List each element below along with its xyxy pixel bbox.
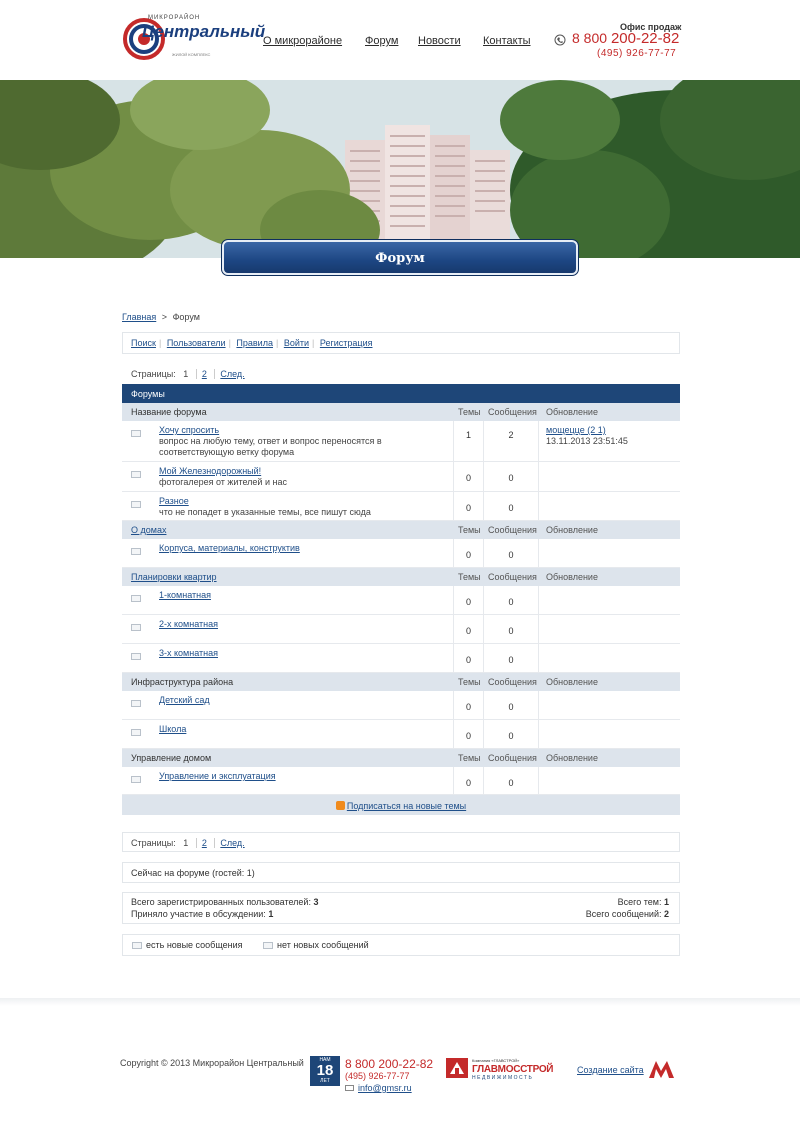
col-update: Обновление (546, 677, 598, 687)
category-name[interactable]: О домах (131, 525, 167, 535)
col-topics: Темы (458, 753, 481, 763)
forum-posts-count: 2 (508, 430, 514, 440)
breadcrumb-separator: > (161, 312, 168, 322)
col-topics: Темы (458, 677, 481, 687)
logo-title[interactable]: Центральный (142, 22, 266, 41)
forum-description: фотогалерея от жителей и нас (159, 477, 287, 487)
forum-status-icon (131, 624, 141, 631)
forum-last-update-link[interactable]: мощецце (2 1) (546, 425, 606, 435)
col-posts: Сообщения (488, 677, 537, 687)
forum-status-icon (131, 700, 141, 707)
partner-company-label: Компания «ГЛАВСТРОЙ» (472, 1058, 520, 1063)
subscribe-row (122, 795, 680, 815)
nav-news[interactable]: Новости (418, 35, 461, 47)
col-topics: Темы (458, 407, 481, 417)
forum-status-icon (131, 548, 141, 555)
forum-table (122, 384, 680, 815)
anniversary-badge: НАМ 18 ЛЕТ (310, 1056, 340, 1086)
category-row (122, 749, 680, 767)
rss-icon (336, 801, 345, 810)
forum-description: что не попадет в указанные темы, все пишут сюда (159, 507, 371, 517)
stats-topics: Всего тем: 1 (617, 897, 669, 907)
footer-email: info@gmsr.ru (345, 1083, 412, 1093)
partner-name[interactable]: ГЛАВМОССТРОЙ (472, 1064, 554, 1075)
pager-label: Страницы: (131, 838, 176, 848)
forum-posts-count: 0 (508, 778, 514, 788)
category-row (122, 403, 680, 421)
nav-contacts[interactable]: Контакты (483, 35, 531, 47)
page-title-plate (222, 240, 578, 275)
no-new-messages-icon (263, 942, 273, 949)
category-name[interactable]: Управление домом (131, 753, 212, 763)
toolbar-login[interactable]: Войти (283, 338, 310, 348)
col-update: Обновление (546, 753, 598, 763)
pager-top (131, 369, 250, 379)
col-posts: Сообщения (488, 407, 537, 417)
toolbar-register[interactable]: Регистрация (319, 338, 373, 348)
forum-posts-count: 0 (508, 597, 514, 607)
footer-divider (0, 998, 800, 1006)
forum-row (122, 615, 680, 644)
footer-phone-main: 8 800 200-22-82 (345, 1057, 434, 1071)
forum-topics-count: 1 (465, 430, 471, 440)
mail-icon (345, 1085, 354, 1091)
breadcrumb-current: Форум (172, 312, 200, 322)
col-update: Обновление (546, 572, 598, 582)
forum-topics-count: 0 (465, 655, 471, 665)
stats-registered: Всего зарегистрированных пользователей: 3 (131, 897, 319, 907)
banner-illustration (0, 80, 800, 258)
forum-row (122, 421, 680, 462)
forum-description: вопрос на любую тему, ответ и вопрос переносятся в соответствующую ветку форума (159, 436, 382, 457)
forum-row (122, 691, 680, 720)
category-name[interactable]: Планировки квартир (131, 572, 217, 582)
forum-title[interactable]: Мой Железнодорожный! (159, 466, 262, 476)
forum-status-icon (131, 471, 141, 478)
forum-toolbar: Поиск | Пользователи | Правила | Войти | Регистрация (122, 332, 680, 354)
legend-box (122, 934, 680, 956)
pager-next[interactable]: След. (214, 838, 249, 848)
toolbar-search[interactable]: Поиск (131, 338, 156, 348)
pager-page-2[interactable]: 2 (196, 838, 212, 848)
forum-status-icon (131, 501, 141, 508)
stats-participated: Приняло участие в обсуждении: 1 (131, 909, 274, 919)
breadcrumb (122, 312, 200, 322)
forum-row (122, 492, 680, 521)
forum-row (122, 462, 680, 492)
new-messages-icon (132, 942, 142, 949)
forum-topics-count: 0 (465, 597, 471, 607)
hero-banner (0, 80, 800, 258)
pager-bottom (131, 838, 250, 848)
forum-table-header: Форумы (122, 384, 680, 403)
col-update: Обновление (546, 407, 598, 417)
pager-page-2[interactable]: 2 (196, 369, 212, 379)
col-update: Обновление (546, 525, 598, 535)
forum-title[interactable]: Корпуса, материалы, конструктив (159, 543, 300, 553)
phone-icon (554, 34, 566, 46)
forum-row (122, 720, 680, 749)
online-box (122, 862, 680, 883)
forum-title[interactable]: 2-х комнатная (159, 619, 218, 629)
breadcrumb-home[interactable]: Главная (122, 312, 157, 322)
forum-row (122, 644, 680, 673)
category-name: Название форума (131, 407, 207, 417)
toolbar-users[interactable]: Пользователи (166, 338, 226, 348)
forum-title[interactable]: 1-комнатная (159, 590, 211, 600)
page-title: Форум (375, 251, 425, 266)
forum-status-icon (131, 595, 141, 602)
site-header (0, 0, 800, 80)
forum-status-icon (131, 653, 141, 660)
category-name[interactable]: Инфраструктура района (131, 677, 234, 687)
developer-logo-icon[interactable] (647, 1059, 681, 1079)
forum-row (122, 586, 680, 615)
forum-topics-count: 0 (465, 778, 471, 788)
legend-no-new: нет новых сообщений (263, 940, 369, 950)
col-topics: Темы (458, 572, 481, 582)
pager-current: 1 (183, 838, 189, 848)
forum-posts-count: 0 (508, 731, 514, 741)
forum-title[interactable]: Детский сад (159, 695, 210, 705)
forum-posts-count: 0 (508, 503, 514, 513)
forum-topics-count: 0 (465, 550, 471, 560)
subscribe-link[interactable]: Подписаться на новые темы (346, 801, 467, 811)
col-posts: Сообщения (488, 572, 537, 582)
online-status: Сейчас на форуме (гостей: 1) (131, 868, 255, 878)
stats-box (122, 892, 680, 924)
forum-posts-count: 0 (508, 702, 514, 712)
sales-phone-secondary: (495) 926-77-77 (597, 48, 677, 59)
forum-topics-count: 0 (465, 702, 471, 712)
category-row (122, 568, 680, 586)
forum-title[interactable]: Разное (159, 496, 189, 506)
nav-forum[interactable]: Форум (365, 35, 399, 47)
forum-status-icon (131, 430, 141, 437)
category-row (122, 521, 680, 539)
col-posts: Сообщения (488, 753, 537, 763)
pager-next[interactable]: След. (214, 369, 249, 379)
pager-label: Страницы: (131, 369, 176, 379)
forum-posts-count: 0 (508, 473, 514, 483)
toolbar-rules[interactable]: Правила (236, 338, 273, 348)
forum-title[interactable]: Хочу спросить (159, 425, 220, 435)
site-creation-link[interactable]: Создание сайта (577, 1065, 644, 1075)
col-topics: Темы (458, 525, 481, 535)
forum-row (122, 539, 680, 568)
forum-posts-count: 0 (508, 626, 514, 636)
forum-topics-count: 0 (465, 731, 471, 741)
stats-posts: Всего сообщений: 2 (585, 909, 669, 919)
forum-topics-count: 0 (465, 473, 471, 483)
col-posts: Сообщения (488, 525, 537, 535)
partner-subtitle: НЕДВИЖИМОСТЬ (472, 1075, 534, 1081)
category-row (122, 673, 680, 691)
sales-phone-main: 8 800 200-22-82 (572, 30, 680, 47)
forum-row (122, 767, 680, 795)
legend-new: есть новые сообщения (132, 940, 243, 950)
sales-office-label: Офис продаж (620, 22, 682, 32)
forum-last-update-date: 13.11.2013 23:51:45 (546, 436, 628, 446)
footer-phone-secondary: (495) 926-77-77 (345, 1071, 410, 1081)
forum-status-icon (131, 776, 141, 783)
logo-small-text: МИКРОРАЙОН (148, 15, 201, 21)
logo-tagline: ЖИЛОЙ КОМПЛЕКС (172, 52, 211, 57)
forum-status-icon (131, 729, 141, 736)
pager-current: 1 (183, 369, 189, 379)
forum-posts-count: 0 (508, 655, 514, 665)
forum-title[interactable]: Управление и эксплуатация (159, 771, 276, 781)
copyright: Copyright © 2013 Микрорайон Центральный (120, 1058, 304, 1068)
forum-title[interactable]: Школа (159, 724, 187, 734)
forum-title[interactable]: 3-х комнатная (159, 648, 218, 658)
forum-topics-count: 0 (465, 626, 471, 636)
nav-about[interactable]: О микрорайоне (263, 35, 343, 47)
forum-posts-count: 0 (508, 550, 514, 560)
forum-topics-count: 0 (465, 503, 471, 513)
